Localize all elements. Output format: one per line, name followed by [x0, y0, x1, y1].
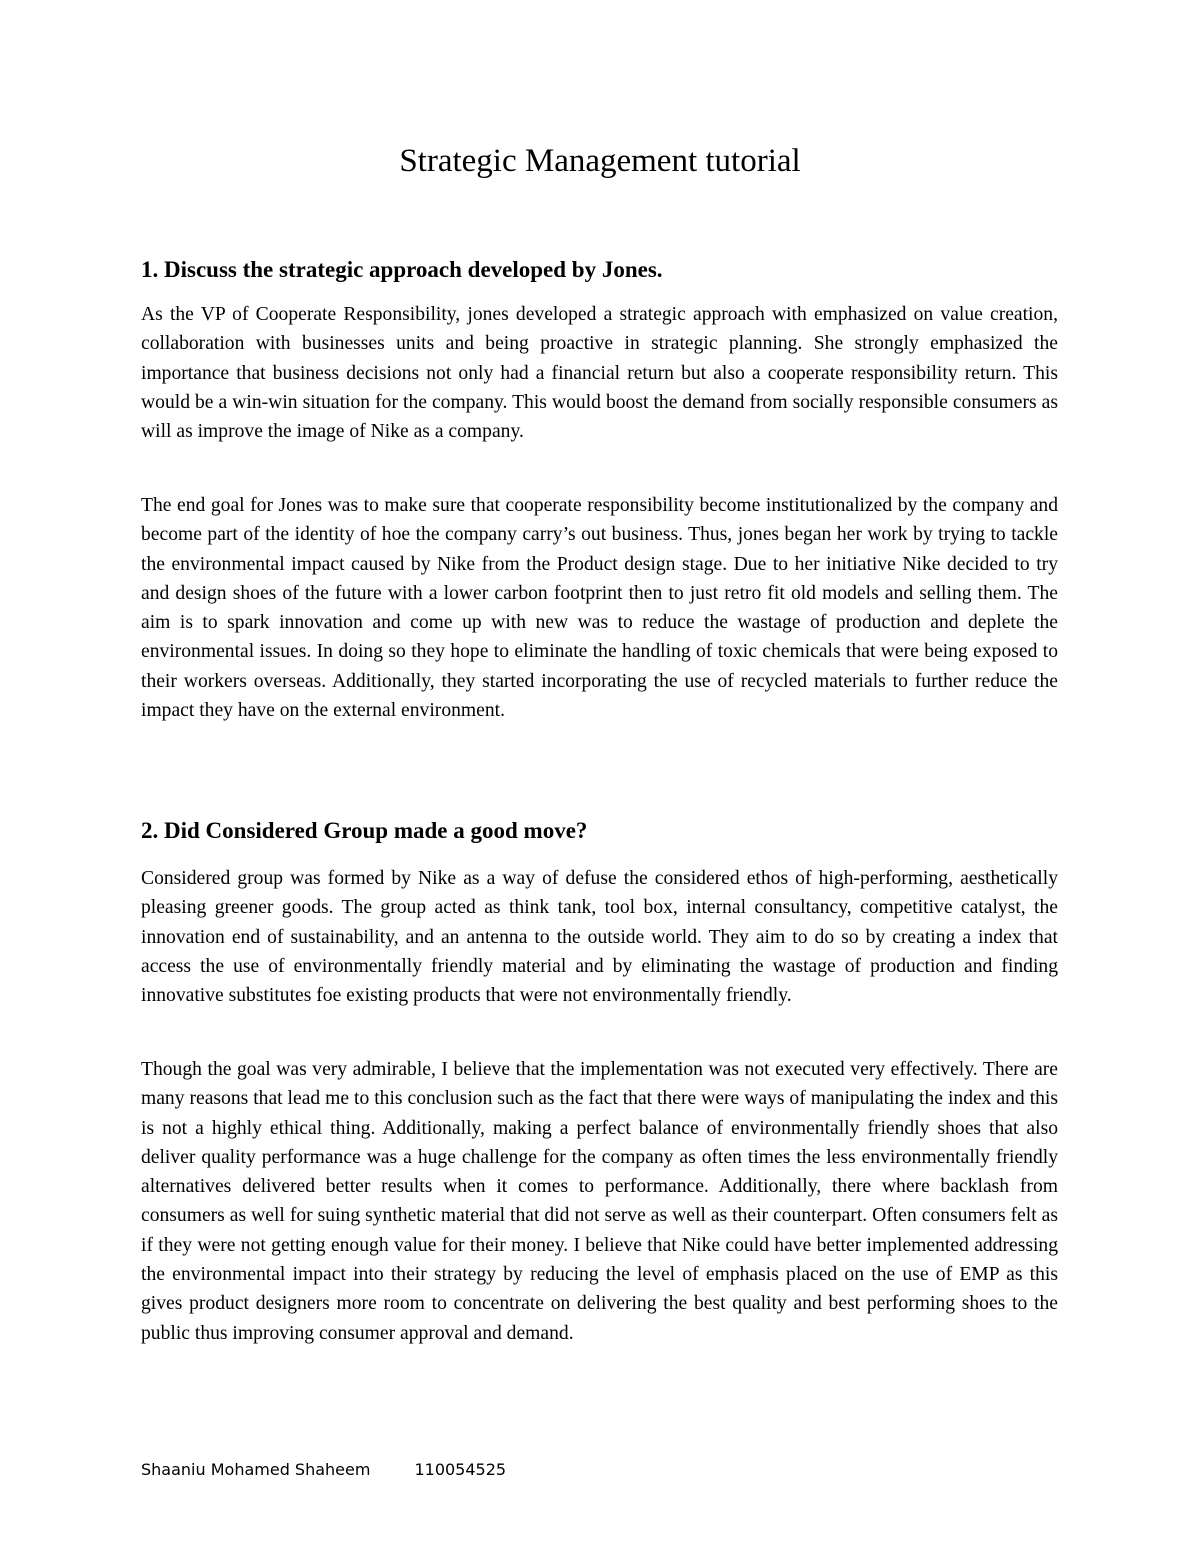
section-2-paragraph-1: Considered group was formed by Nike as a way of defuse the considered ethos of high-performing, aesthetically pleasing greener goods. The group acted as think tank, tool box, internal consultancy, competitive catalyst, the innovation end of sustainability, and an antenna to the outside world. They aim to do so by creating a index that access the use of environmentally friendly material and by eliminating the wastage of production and finding innovative substitutes foe existing products that were not environmentally friendly. [141, 868, 1058, 1007]
page-footer [141, 1459, 506, 1481]
section-1-heading: 1. Discuss the strategic approach developed by Jones. [141, 257, 663, 282]
section-2-heading: 2. Did Considered Group made a good move? [141, 818, 588, 843]
section-1-paragraph-2: The end goal for Jones was to make sure that cooperate responsibility become institutionalized by the company and become part of the identity of hoe the company carry’s out business. Thus, jones began her work by trying to tackle the environmental impact caused by Nike from the Product design stage. Due to her initiative Nike decided to try and design shoes of the future with a lower carbon footprint then to just retro fit old models and selling them. The aim is to spark innovation and come up with new was to reduce the wastage of production and deplete the environmental issues. In doing so they hope to eliminate the handling of toxic chemicals that were being exposed to their workers overseas. Additionally, they started incorporating the use of recycled materials to further reduce the impact they have on the external environment. [141, 495, 1058, 722]
footer-student-id: 110054525 [414, 1460, 507, 1479]
section-2-paragraph-2: Though the goal was very admirable, I believe that the implementation was not executed very effectively. There are many reasons that lead me to this conclusion such as the fact that there were ways of manipulating the index and this is not a highly ethical thing. Additionally, making a perfect balance of environmentally friendly shoes that also deliver quality performance was a huge challenge for the company as often times the less environmentally friendly alternatives delivered better results when it comes to performance. Additionally, there where backlash from consumers as well for suing synthetic material that did not serve as well as their counterpart. Often consumers felt as if they were not getting enough value for their money. I believe that Nike could have better implemented addressing the environmental impact into their strategy by reducing the level of emphasis placed on the use of EMP as this gives product designers more room to concentrate on delivering the best quality and best performing shoes to the public thus improving consumer approval and demand. [141, 1059, 1058, 1344]
document-title: Strategic Management tutorial [399, 143, 801, 179]
footer-author: Shaaniu Mohamed Shaheem [141, 1460, 371, 1479]
section-1-paragraph-1: As the VP of Cooperate Responsibility, jones developed a strategic approach with emphasized on value creation, collaboration with businesses units and being proactive in strategic planning. She strongly emphasized the importance that business decisions not only had a financial return but also a cooperate responsibility return. This would be a win-win situation for the company. This would boost the demand from socially responsible consumers as will as improve the image of Nike as a company. [141, 304, 1058, 443]
